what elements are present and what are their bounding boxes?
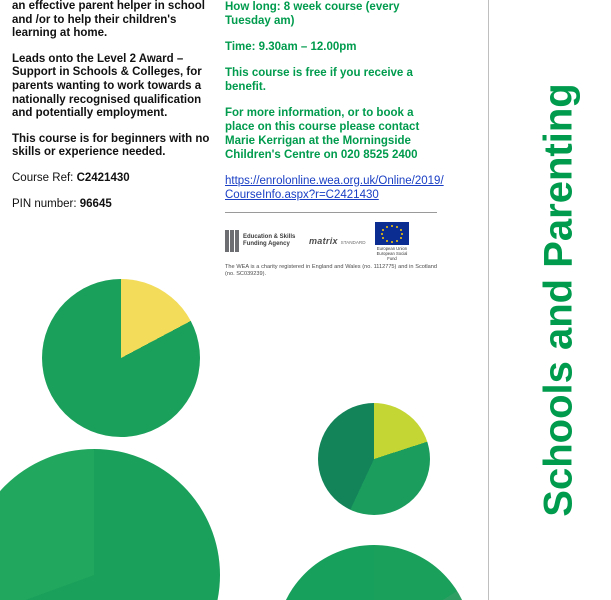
pie-chart-graphic-1 [42, 279, 200, 437]
booking-link[interactable]: https://enrolonline.wea.org.uk/Online/2019/CourseInfo.aspx?r=C2421430 [225, 175, 444, 201]
charity-statement: The WEA is a charity registered in England and Wales (no. 1112775) and in Scotland (no. SC039239). [225, 264, 437, 278]
esfa-text [243, 234, 295, 249]
left-paragraph-3: This course is for beginners with no skills or experience needed. [12, 132, 210, 159]
eu-caption: European Union European Social Fund [376, 245, 408, 261]
matrix-logo [309, 226, 366, 256]
eu-flag-icon [375, 222, 409, 245]
left-paragraph-2: Leads onto the Level 2 Award –Support in Schools & Colleges, for parents wanting to work towards a nationally recognised qualification and potentially employment. [12, 52, 202, 120]
pie-chart-graphic-2 [0, 449, 220, 600]
how-long-row [225, 0, 445, 28]
time-value: 9.30am – 12.00pm [258, 41, 357, 53]
pin-value: 96645 [79, 197, 112, 210]
course-ref-label: Course Ref: [12, 171, 74, 184]
esfa-line-1: Education & Skills [243, 233, 296, 240]
course-ref [12, 172, 212, 186]
vertical-title-rail [506, 0, 611, 600]
time-row [225, 40, 445, 54]
pie-chart-graphic-6 [276, 545, 472, 600]
course-ref-value: C2421430 [76, 171, 130, 184]
middle-text-column [225, 0, 445, 214]
eu-logo [375, 226, 409, 261]
esfa-logo [225, 226, 295, 256]
left-text-column [12, 0, 212, 223]
pie-chart-graphic-5 [318, 403, 430, 515]
esfa-bars-icon [225, 230, 239, 252]
booking-link-wrap [225, 174, 445, 202]
esfa-line-2: Funding Agency [243, 241, 290, 247]
page-title: Schools and Parenting [536, 83, 580, 517]
decorative-pie-artwork [0, 255, 488, 600]
how-long-value: 8 week course (every Tuesday am) [225, 1, 400, 27]
left-paragraph-1: an effective parent helper in school and /or to help their children's learning at home. [12, 0, 205, 40]
how-long-label: How long: [225, 1, 281, 13]
matrix-subtitle: STANDARD [340, 240, 366, 245]
contact-note: For more information, or to book a place on this course please contact Marie Kerrigan at the Morningside Children's Centre on 020 8525 2400 [225, 107, 420, 161]
pin-label: PIN number: [12, 197, 77, 210]
matrix-name: matrix [309, 236, 338, 246]
column-divider [488, 0, 489, 600]
pin-number [12, 198, 212, 212]
time-label: Time: [225, 41, 256, 53]
free-note: This course is free if you receive a benefit. [225, 67, 413, 93]
logo-divider [225, 212, 437, 213]
